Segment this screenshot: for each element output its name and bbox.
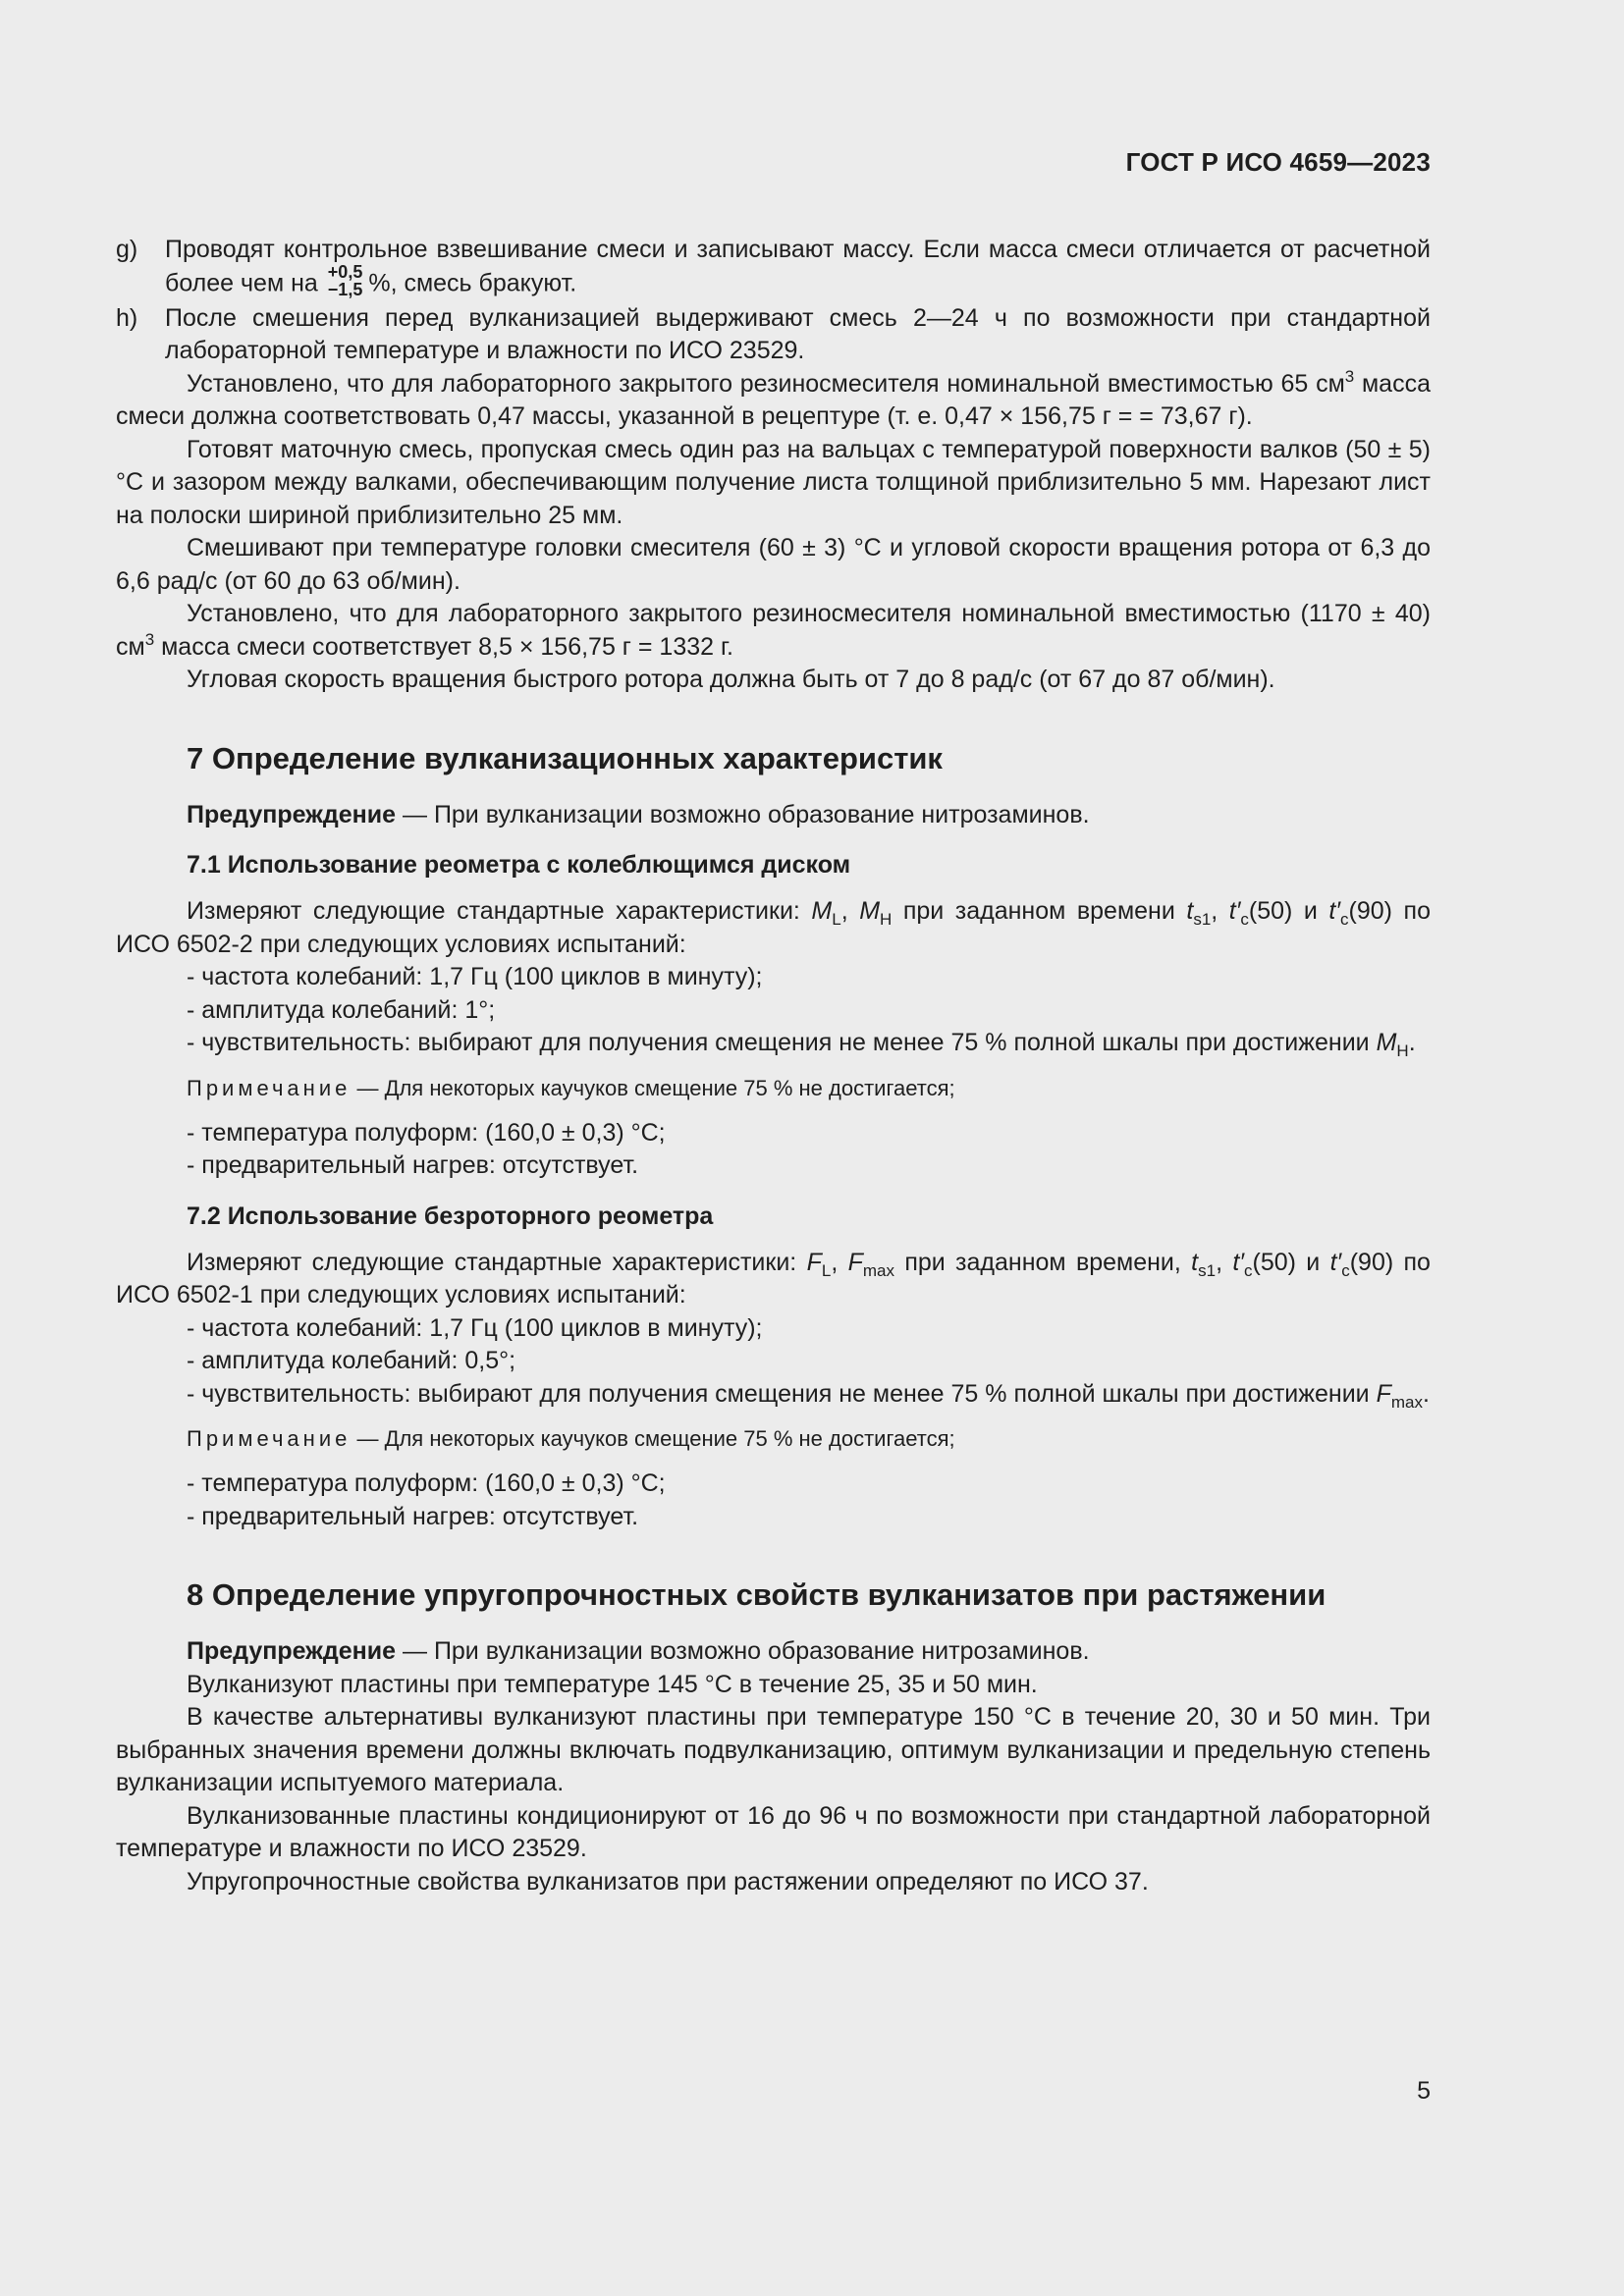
item-label: g) bbox=[116, 236, 138, 263]
warning: Предупреждение — При вулканизации возможно образование нитрозаминов. bbox=[187, 1637, 1090, 1665]
list-item: - частота колебаний: 1,7 Гц (100 циклов в минуту); bbox=[187, 963, 763, 990]
list-item: - чувствительность: выбирают для получения смещения не менее 75 % полной шкалы при достижении $F_{max}$. bbox=[187, 1379, 1430, 1412]
subsection-heading-7-2: 7.2 Использование безроторного реометра bbox=[187, 1201, 714, 1230]
list-item-g: g) Проводят контрольное взвешивание смеси и записывают массу. Если масса смеси отличается от расчетной более чем на +0,5 −1,5 %, смесь бракуют. bbox=[116, 234, 1431, 302]
list-item: - чувствительность: выбирают для получения смещения не менее 75 % полной шкалы при достижении $M_H$. bbox=[187, 1029, 1416, 1060]
document-body bbox=[116, 234, 1431, 1898]
subsection-heading-7-1: 7.1 Использование реометра с колеблющимся диском bbox=[187, 851, 851, 879]
note: Примечание — Для некоторых каучуков смещение 75 % не достигается; bbox=[187, 1426, 955, 1451]
list-item: - температура полуформ: (160,0 ± 0,3) °С; bbox=[187, 1469, 666, 1497]
item-text: После смешения перед вулканизацией выдерживают смесь 2—24 ч по возможности при стандартной лабораторной температуре и влажности по ИСО 23529. bbox=[165, 303, 1431, 364]
paragraph: Установлено, что для лабораторного закрытого резиносмесителя номинальной вместимостью (1170 ± 40) $см^3$ масса смеси соответствует 8,5 × 156,75 г = 1332 г. bbox=[116, 600, 1431, 661]
paragraph: Упругопрочностные свойства вулканизатов при растяжении определяют по ИСО 37. bbox=[187, 1867, 1149, 1896]
list-item: - температура полуформ: (160,0 ± 0,3) °С; bbox=[187, 1118, 666, 1147]
list-item: - предварительный нагрев: отсутствует. bbox=[187, 1151, 639, 1179]
document-header: ГОСТ Р ИСО 4659—2023 bbox=[1125, 147, 1431, 177]
list-item: - частота колебаний: 1,7 Гц (100 циклов в минуту); bbox=[187, 1313, 763, 1342]
paragraph: Угловая скорость вращения быстрого ротора должна быть от 7 до 8 рад/с (от 67 до 87 об/мин). bbox=[187, 666, 1275, 693]
paragraph: Вулканизуют пластины при температуре 145 °С в течение 25, 35 и 50 мин. bbox=[187, 1670, 1038, 1698]
paragraph: Установлено, что для лабораторного закрытого резиносмесителя номинальной вместимостью 65 $см^3$ масса смеси должна соответствовать 0,47 массы, указанной в рецептуре (т. е. 0,47 × 156,75 г = = 73,67 г). bbox=[116, 366, 1431, 430]
paragraph: Вулканизованные пластины кондиционируют от 16 до 96 ч по возможности при стандартной лабораторной температуре и влажности по ИСО 23529. bbox=[116, 1801, 1431, 1862]
list-item: - амплитуда колебаний: 0,5°; bbox=[187, 1347, 516, 1374]
list-item: - предварительный нагрев: отсутствует. bbox=[187, 1502, 639, 1530]
tolerance-fraction: +0,5 −1,5 bbox=[327, 261, 363, 299]
paragraph: Готовят маточную смесь, пропуская смесь один раз на вальцах с температурой поверхности валков (50 ± 5) °С и зазором между валками, обеспечивающим получение листа толщиной приблизительно 5 мм. Нарезают лист на полоски шириной приблизительно 25 мм. bbox=[116, 435, 1431, 529]
list-item: - амплитуда колебаний: 1°; bbox=[187, 995, 496, 1024]
note: Примечание — Для некоторых каучуков смещение 75 % не достигается; bbox=[187, 1075, 955, 1100]
paragraph: Измеряют следующие стандартные характеристики: $F_L$, $F_{max}$ при заданном времени, $t_{s1}$, $t'_c(50)$ и $t'_c(90)$ по ИСО 6502-1 при следующих условиях испытаний: bbox=[116, 1248, 1431, 1308]
list-item-h bbox=[116, 302, 1431, 368]
section-heading-7: 7 Определение вулканизационных характеристик bbox=[187, 740, 943, 775]
item-label: h) bbox=[116, 303, 138, 332]
paragraph: Смешивают при температуре головки смесителя (60 ± 3) °С и угловой скорости вращения ротора от 6,3 до 6,6 рад/с (от 60 до 63 об/мин). bbox=[116, 534, 1431, 595]
paragraph: В качестве альтернативы вулканизуют пластины при температуре 150 °С в течение 20, 30 и 50 мин. Три выбранных значения времени должны включать подвулканизацию, оптимум вулканизации и предельную степень вулканизации испытуемого материала. bbox=[116, 1703, 1431, 1796]
page-number: 5 bbox=[1417, 2077, 1431, 2105]
item-text: Проводят контрольное взвешивание смеси и записывают массу. Если масса смеси отличается от расчетной более чем на bbox=[165, 236, 1431, 297]
paragraph: Измеряют следующие стандартные характеристики: $M_L$, $M_H$ при заданном времени $t_{s1}$, $t'_c(50)$ и $t'_c(90)$ по ИСО 6502-2 при следующих условиях испытаний: bbox=[116, 897, 1431, 958]
warning: Предупреждение — При вулканизации возможно образование нитрозаминов. bbox=[187, 800, 1090, 828]
section-heading-8: 8 Определение упругопрочностных свойств вулканизатов при растяжении bbox=[187, 1577, 1326, 1612]
